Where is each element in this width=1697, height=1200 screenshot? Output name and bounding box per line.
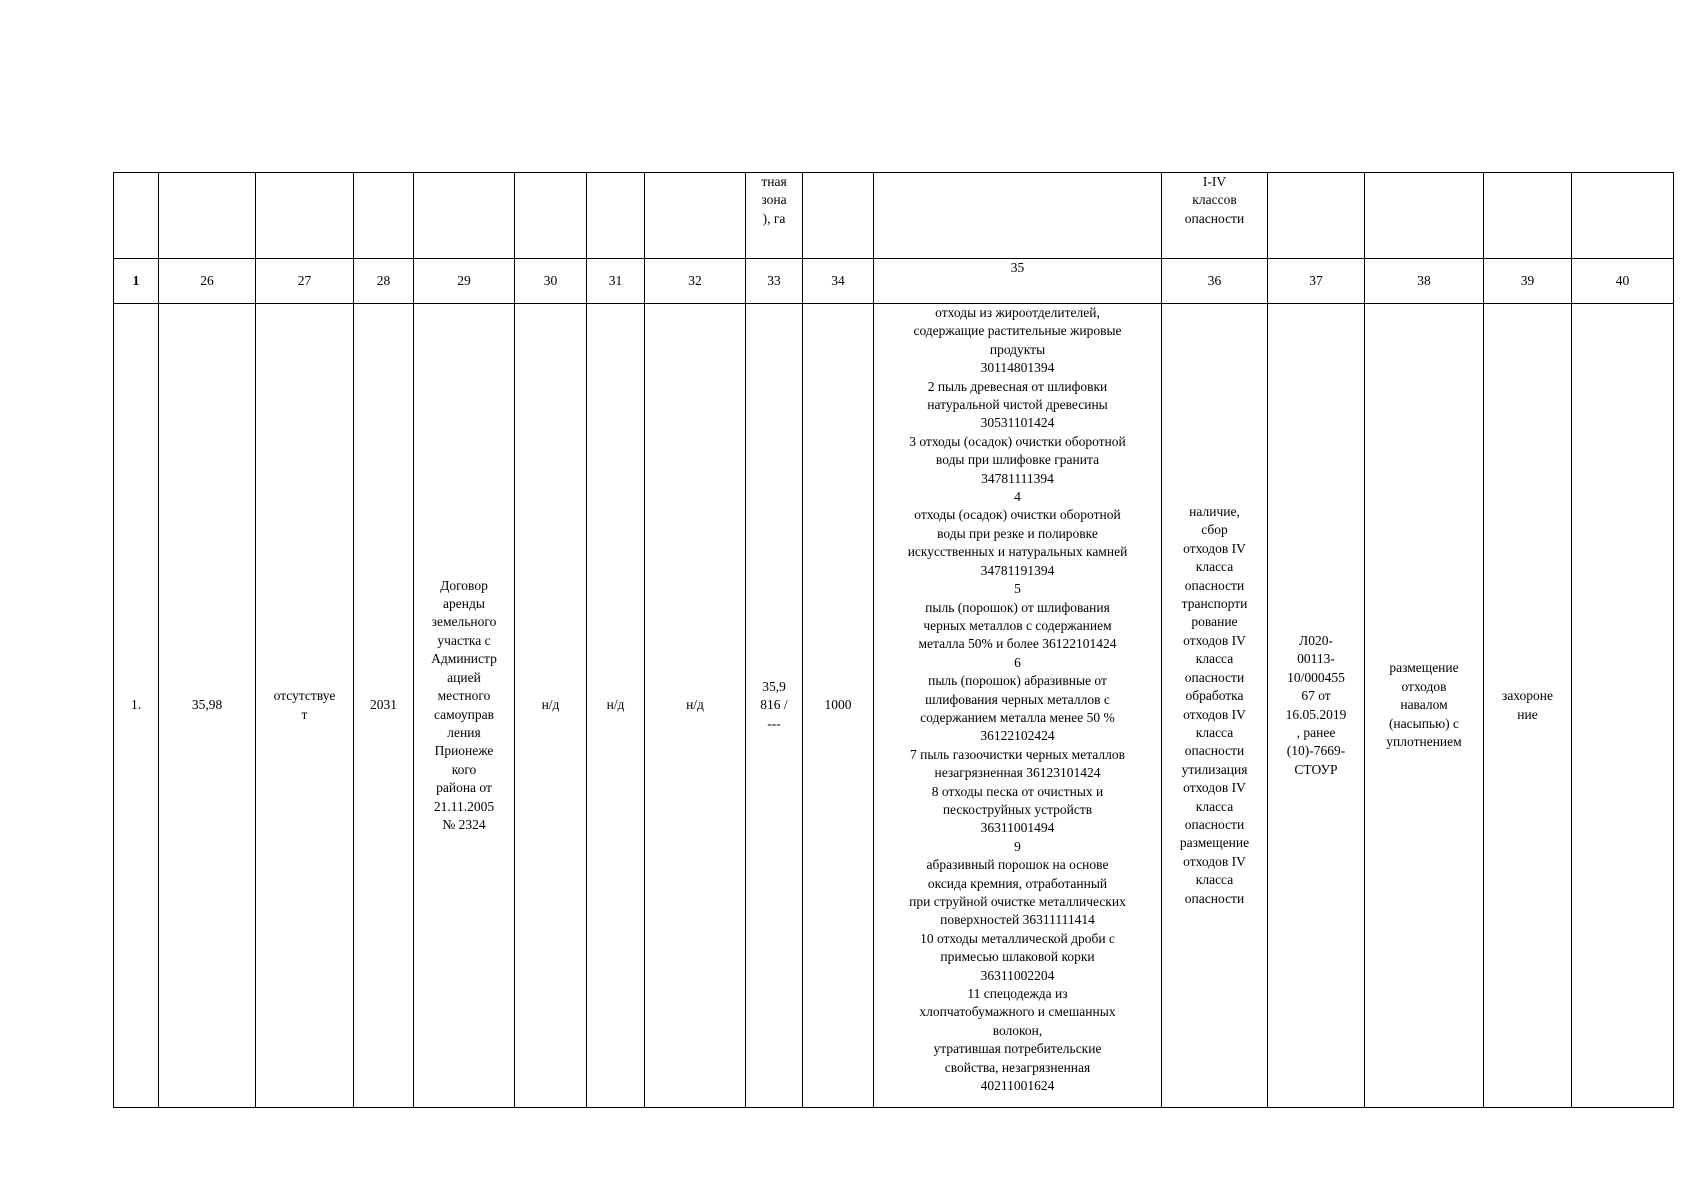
column-number: 30 <box>515 259 587 304</box>
cell-32: н/д <box>645 304 746 1108</box>
cell-27: отсутствуе т <box>256 304 354 1108</box>
header-cell-37 <box>1268 173 1365 259</box>
header-cell-29 <box>414 173 515 259</box>
header-cell-39 <box>1484 173 1572 259</box>
header-cell-1 <box>114 173 159 259</box>
header-cell-32 <box>645 173 746 259</box>
cell-30: н/д <box>515 304 587 1108</box>
column-number: 29 <box>414 259 515 304</box>
header-cell-34 <box>803 173 874 259</box>
header-cell-36: I-IV классов опасности <box>1162 173 1268 259</box>
cell-35-waste-list: отходы из жироотделителей, содержащие растительные жировые продукты 30114801394 2 пыль древесная от шлифовки натуральной чистой древесины 30531101424 3 отходы (осадок) очистки оборотной воды при шлифовке гранита 34781111394 4 отходы (осадок) очистки оборотной воды при резке и полировке искусственных и натуральных камней 34781191394 5 пыль (порошок) от шлифования черных металлов с содержанием металла 50% и более 36122101424 6 пыль (порошок) абразивные от шлифования черных металлов с содержанием металла менее 50 % 36122102424 7 пыль газоочистки черных металлов незагрязненная 36123101424 8 отходы песка от очистных и пескоструйных устройств 36311001494 9 абразивный порошок на основе оксида кремния, отработанный при струйной очистке металлических поверхностей 36311111414 10 отходы металлической дроби с примесью шлаковой корки 36311002204 11 спецодежда из хлопчатобумажного и смешанных волокон, утратившая потребительские свойства, незагрязненная 40211001624 <box>874 304 1162 1108</box>
header-cell-30 <box>515 173 587 259</box>
column-number: 33 <box>746 259 803 304</box>
cell-37-license: Л020- 00113- 10/000455 67 от 16.05.2019 , ранее (10)-7669- СТОУР <box>1268 304 1365 1108</box>
cell-36-activities: наличие, сбор отходов IV класса опасности транспорти рование отходов IV класса опасности обработка отходов IV класса опасности утилизация отходов IV класса опасности размещение отходов IV класса опасности <box>1162 304 1268 1108</box>
column-number: 35 <box>874 259 1162 304</box>
table-row <box>114 304 1674 1108</box>
column-number: 31 <box>587 259 645 304</box>
header-cell-33: тная зона ), га <box>746 173 803 259</box>
header-cell-26 <box>159 173 256 259</box>
column-number: 37 <box>1268 259 1365 304</box>
waste-facility-table <box>113 172 1674 1108</box>
header-cell-38 <box>1365 173 1484 259</box>
cell-26: 35,98 <box>159 304 256 1108</box>
column-number: 32 <box>645 259 746 304</box>
row-number: 1. <box>114 304 159 1108</box>
header-row <box>114 173 1674 259</box>
cell-31: н/д <box>587 304 645 1108</box>
header-cell-31 <box>587 173 645 259</box>
column-number: 36 <box>1162 259 1268 304</box>
header-cell-28 <box>354 173 414 259</box>
cell-38-placement: размещение отходов навалом (насыпью) с уплотнением <box>1365 304 1484 1108</box>
column-number: 1 <box>114 259 159 304</box>
cell-29-land-lease: Договор аренды земельного участка с Администр ацией местного самоуправ ления Прионеже кого района от 21.11.2005 № 2324 <box>414 304 515 1108</box>
column-number: 28 <box>354 259 414 304</box>
column-number: 38 <box>1365 259 1484 304</box>
cell-39: захороне ние <box>1484 304 1572 1108</box>
column-number: 40 <box>1572 259 1674 304</box>
column-number-row <box>114 259 1674 304</box>
header-cell-35 <box>874 173 1162 259</box>
column-number: 39 <box>1484 259 1572 304</box>
header-cell-40 <box>1572 173 1674 259</box>
column-number: 26 <box>159 259 256 304</box>
cell-33: 35,9 816 / --- <box>746 304 803 1108</box>
cell-40 <box>1572 304 1674 1108</box>
cell-28: 2031 <box>354 304 414 1108</box>
column-number: 34 <box>803 259 874 304</box>
header-cell-27 <box>256 173 354 259</box>
column-number: 27 <box>256 259 354 304</box>
cell-34: 1000 <box>803 304 874 1108</box>
